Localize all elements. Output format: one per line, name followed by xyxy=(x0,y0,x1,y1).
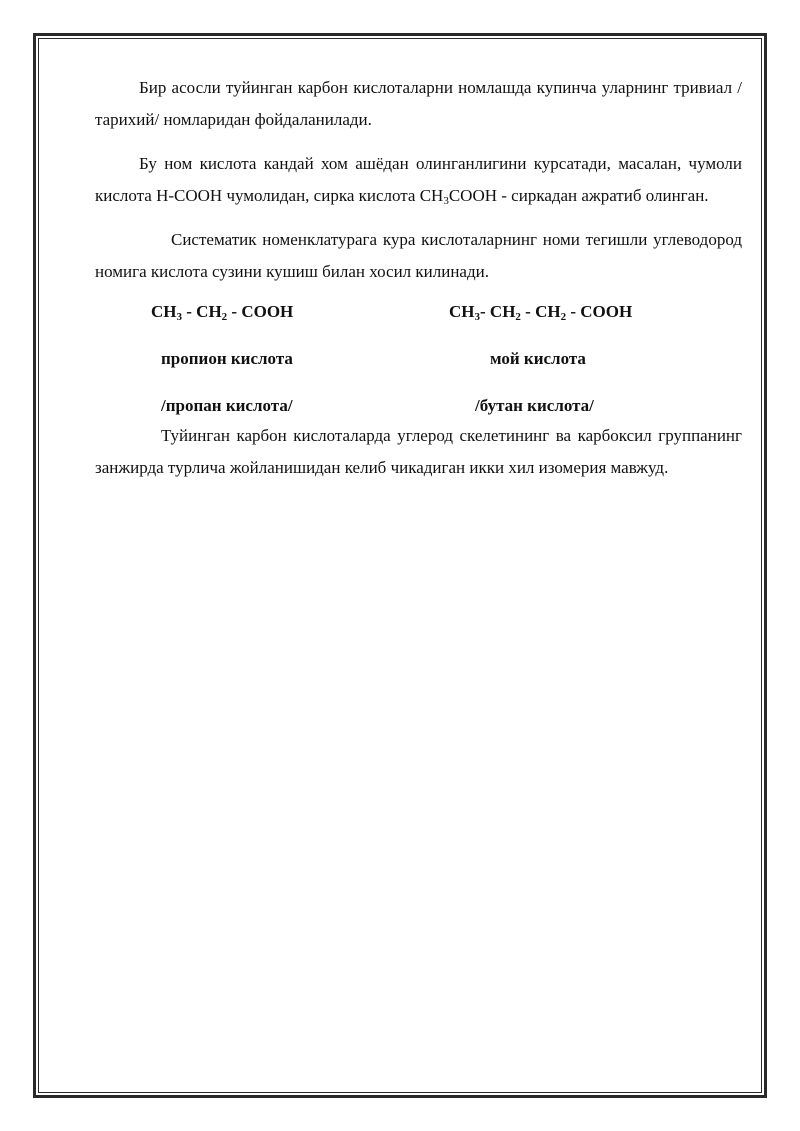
formula-row xyxy=(95,296,742,343)
paragraph-origin-text: Бу ном кислота кандай хом ашёдан олинганлигини курсатади, масалан, чумоли кислота Н-СООН чумолидан, сирка кислота СН xyxy=(95,154,742,205)
formula-propionic-acid: $СН_3 - СН_2$ - СООН xyxy=(151,302,294,323)
subscript: 3 xyxy=(443,195,449,207)
formula-butyric-acid: $СН_3-$ $СН_2 - СН_2$ - СООН xyxy=(449,302,633,323)
subscript: 2 xyxy=(221,311,228,323)
paragraph-origin-text-end: СООН - сиркадан ажратиб олинган. xyxy=(448,186,709,205)
trivial-name-row xyxy=(95,343,742,390)
paragraph-isomerism: Туйинган карбон кислоталарда углерод скелетининг ва карбоксил группанинг занжирда турлича жойланишидан келиб чикадиган икки хил изомерия мавжуд. xyxy=(95,426,742,477)
subscript: 3 xyxy=(474,311,480,323)
systematic-name-propanoic: /пропан кислота/ xyxy=(161,396,293,415)
trivial-name-butyric: мой кислота xyxy=(490,349,586,368)
paragraph-origin-examples xyxy=(95,148,742,212)
document-body xyxy=(95,72,742,484)
subscript: 2 xyxy=(560,311,567,323)
systematic-name-butanoic: /бутан кислота/ xyxy=(475,396,594,415)
trivial-name-propionic: пропион кислота xyxy=(161,349,293,368)
systematic-name-row xyxy=(95,390,742,420)
paragraph-systematic-nomenclature: Систематик номенклатурага кура кислоталарнинг номи тегишли углеводород номига кислота сузини кушиш билан хосил килинади. xyxy=(95,230,742,281)
paragraph-trivial-names: Бир асосли туйинган карбон кислоталарни номлашда купинча уларнинг тривиал /тарихий/ номларидан фойдаланилади. xyxy=(95,78,742,129)
subscript: 3 xyxy=(176,311,182,323)
subscript: 2 xyxy=(515,311,521,323)
